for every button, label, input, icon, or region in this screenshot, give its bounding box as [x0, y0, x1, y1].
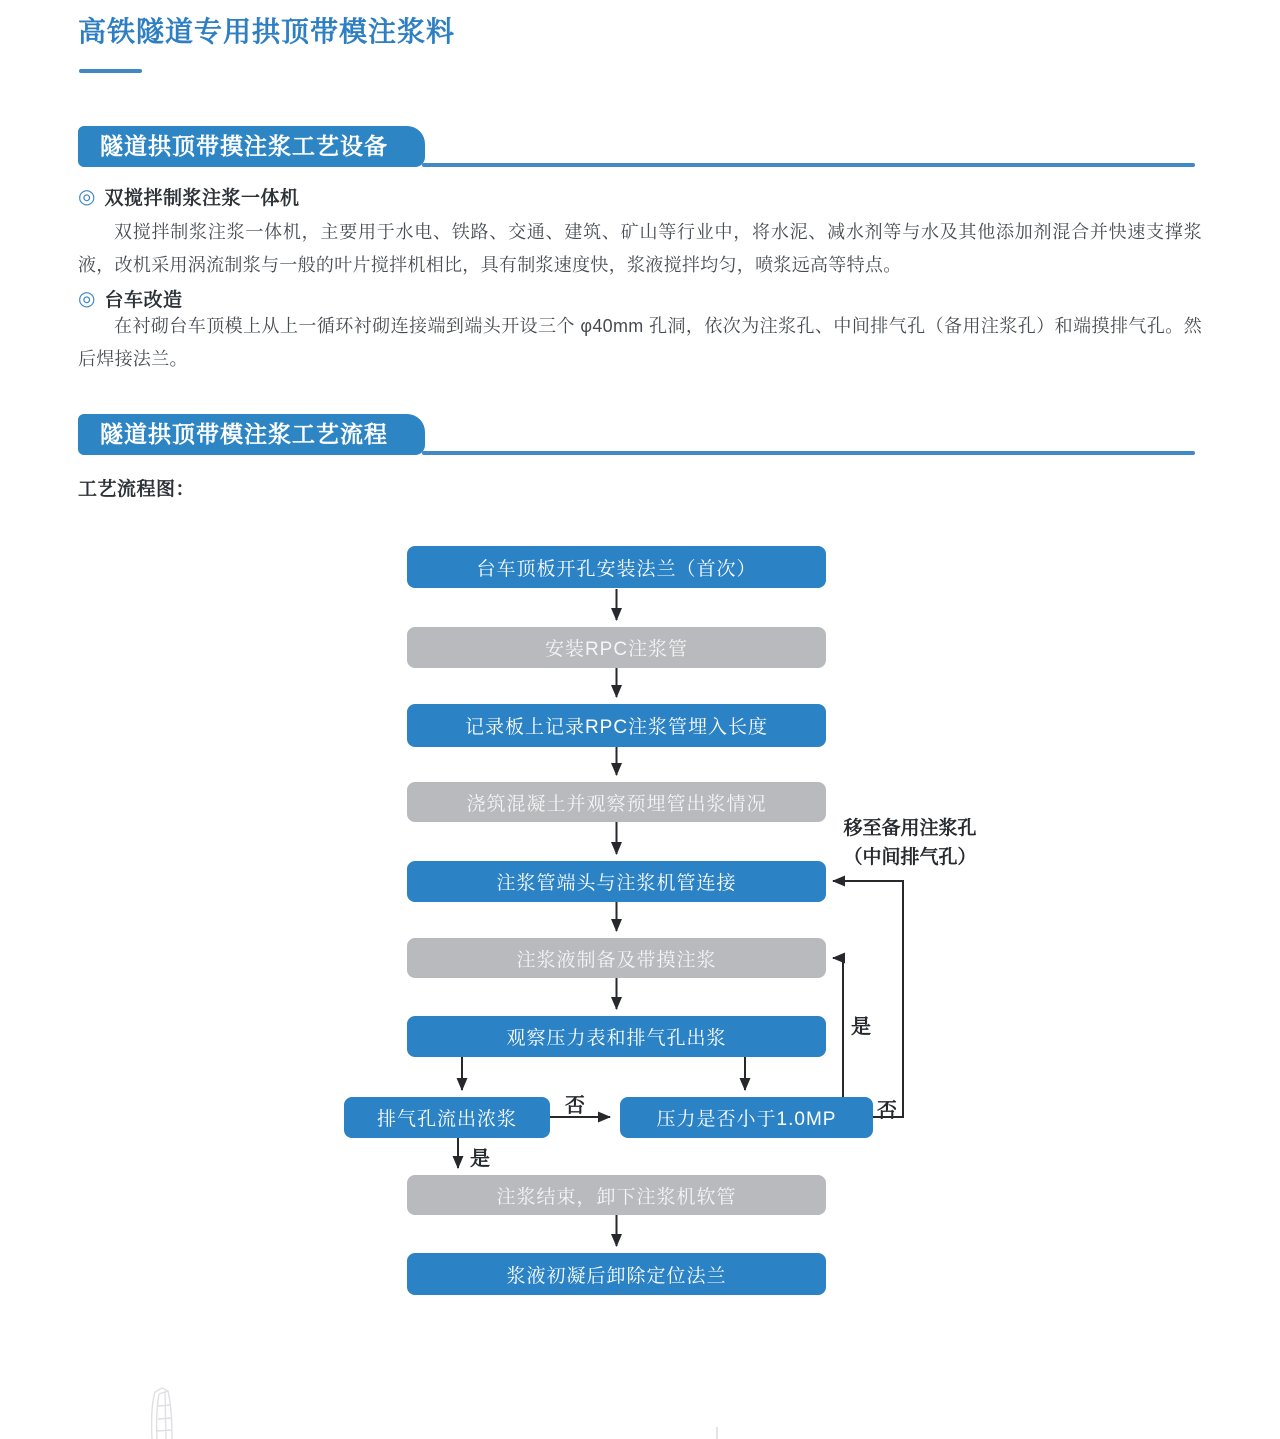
title-underline [79, 69, 142, 73]
bullet-heading: 双搅拌制浆注浆一体机 [104, 188, 300, 209]
edge-label-yes: 是 [470, 1148, 490, 1170]
bullet-item-mixer [78, 183, 299, 210]
flow-node-install-rpc-pipe: 安装RPC注浆管 [407, 627, 826, 668]
section-banner-equipment: 隧道拱顶带摸注浆工艺设备 [78, 126, 425, 167]
banner-rule-line [422, 163, 1195, 167]
edge-label-yes: 是 [851, 1016, 871, 1038]
ring-bullet-icon: ◎ [78, 287, 96, 310]
loopback-annotation [828, 814, 992, 872]
edge-label-no: 否 [565, 1095, 585, 1117]
flow-node-record-length: 记录板上记录RPC注浆管埋入长度 [407, 704, 826, 747]
flow-node-vent-thick-grout: 排气孔流出浓浆 [344, 1097, 550, 1138]
section-banner-process: 隧道拱顶带模注浆工艺流程 [78, 414, 425, 455]
flow-node-drill-flange: 台车顶板开孔安装法兰（首次） [407, 546, 826, 588]
flow-node-prepare-grout: 注浆液制备及带摸注浆 [407, 938, 826, 978]
ring-bullet-icon: ◎ [78, 185, 96, 208]
flow-node-finish-detach: 注浆结束，卸下注浆机软管 [407, 1175, 826, 1215]
paragraph-mixer: 双搅拌制浆注浆一体机，主要用于水电、铁路、交通、建筑、矿山等行业中，将水泥、减水剂等与水及其他添加剂混合并快速支撑浆液，改机采用涡流制浆与一般的叶片搅拌机相比，具有制浆速度快，浆液搅拌均匀，喷浆远高等特点。 [78, 222, 1202, 275]
paragraph-trolley: 在衬砌台车顶模上从上一循环衬砌连接端到端头开设三个 φ40mm 孔洞，依次为注浆孔、中间排气孔（备用注浆孔）和端摸排气孔。然后焊接法兰。 [78, 316, 1202, 369]
watermark-stub [716, 1427, 718, 1439]
flow-node-pour-concrete: 浇筑混凝土并观察预埋管出浆情况 [407, 782, 826, 822]
page-title: 高铁隧道专用拱顶带模注浆料 [78, 16, 456, 47]
loopback-annotation-line2: （中间排气孔） [843, 847, 977, 868]
bullet-item-trolley [78, 285, 182, 312]
flowchart-caption: 工艺流程图： [78, 479, 196, 500]
flow-node-observe-pressure: 观察压力表和排气孔出浆 [407, 1016, 826, 1057]
flow-node-connect-machine: 注浆管端头与注浆机管连接 [407, 861, 826, 902]
flow-node-remove-flange: 浆液初凝后卸除定位法兰 [407, 1253, 826, 1295]
edge-label-no: 否 [877, 1100, 897, 1122]
loopback-annotation-line1: 移至备用注浆孔 [843, 818, 977, 839]
banner-rule-line [422, 451, 1195, 455]
bullet-heading: 台车改造 [104, 290, 183, 311]
flow-node-pressure-check: 压力是否小于1.0MP [620, 1097, 873, 1138]
tower-watermark-icon [138, 1386, 196, 1439]
